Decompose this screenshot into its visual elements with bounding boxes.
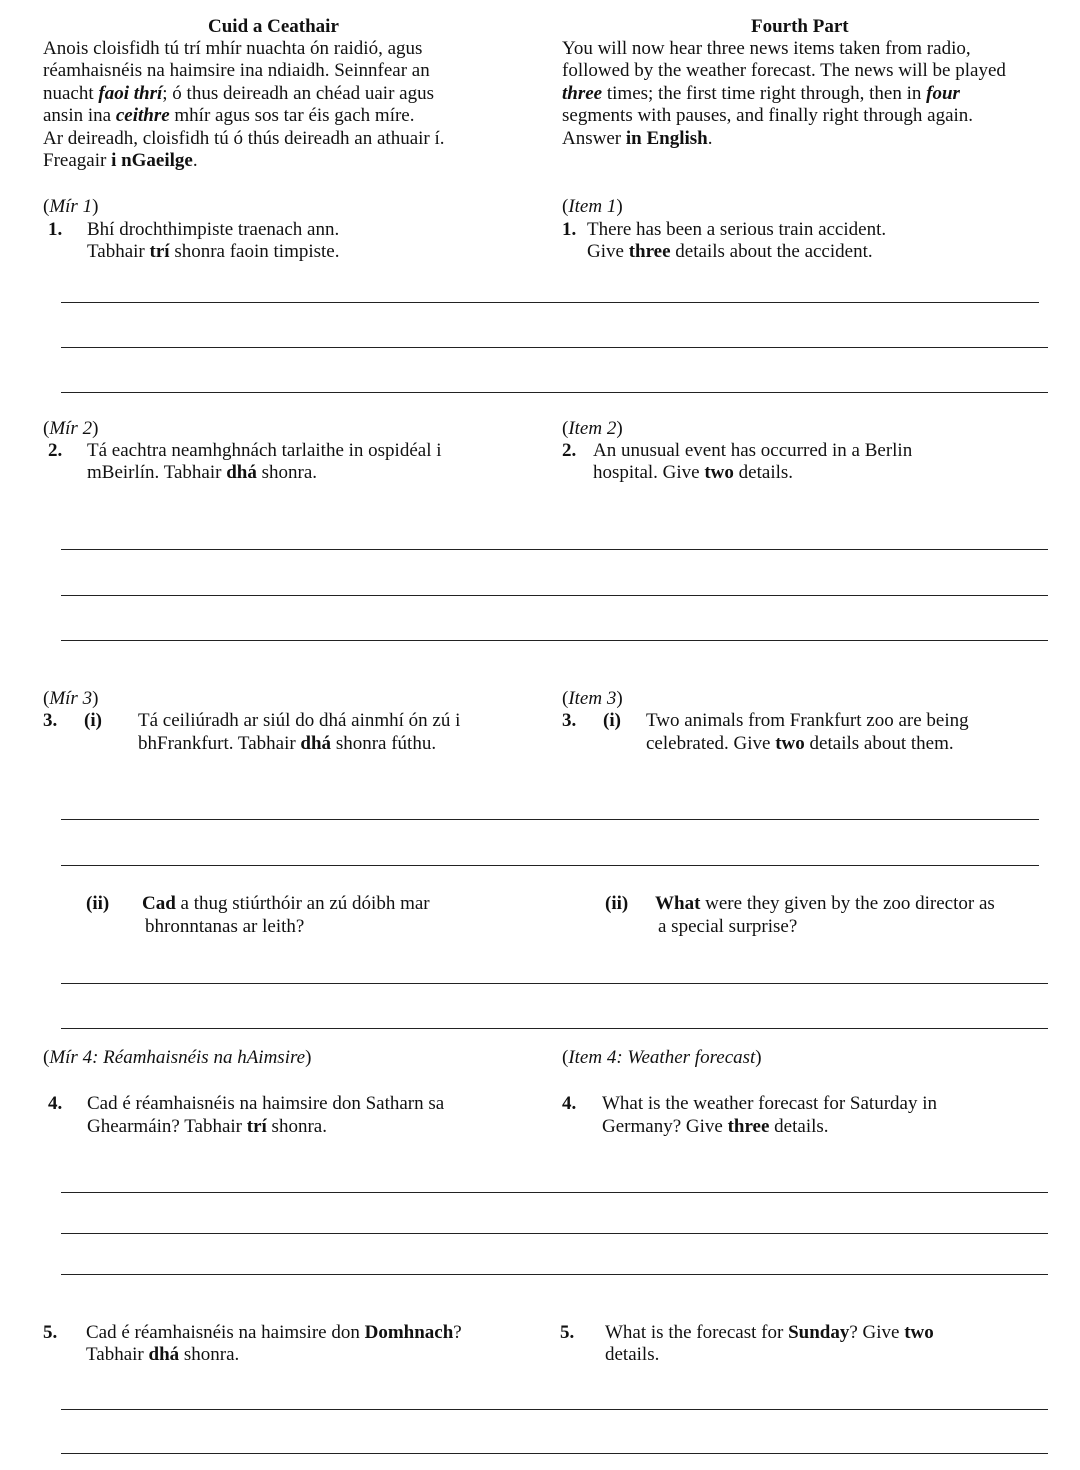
answer-line-q2[interactable]	[61, 549, 1048, 550]
right-intro-line: three times; the first time right through, then in four	[562, 83, 960, 104]
right-q5-text: details.	[605, 1344, 660, 1365]
right-q3-number: 3.	[562, 710, 577, 731]
left-q5-text: Tabhair dhá shonra.	[86, 1344, 240, 1365]
left-q3-number: 3.	[43, 710, 58, 731]
left-section-title: Cuid a Ceathair	[208, 16, 339, 37]
answer-line-q1[interactable]	[61, 347, 1048, 348]
right-item3-heading: (Item 3)	[562, 688, 623, 709]
right-q5-number: 5.	[560, 1322, 575, 1343]
left-q5-number: 5.	[43, 1322, 58, 1343]
left-item1-heading: (Mír 1)	[43, 196, 99, 217]
answer-line-q4[interactable]	[61, 1274, 1048, 1275]
right-section-title: Fourth Part	[751, 16, 849, 37]
answer-line-q5[interactable]	[61, 1409, 1048, 1410]
answer-line-q3i[interactable]	[61, 819, 1039, 820]
left-q1-number: 1.	[48, 219, 63, 240]
right-item2-heading: (Item 2)	[562, 418, 623, 439]
right-q3ii-text: a special surprise?	[658, 916, 798, 937]
left-intro-line: Freagair i nGaeilge.	[43, 150, 198, 171]
left-q3ii-text: bhronntanas ar leith?	[145, 916, 305, 937]
answer-line-q4[interactable]	[61, 1192, 1048, 1193]
right-q3i-text: Two animals from Frankfurt zoo are being	[646, 710, 969, 731]
right-q2-number: 2.	[562, 440, 577, 461]
left-item4-heading: (Mír 4: Réamhaisnéis na hAimsire)	[43, 1047, 312, 1068]
right-q4-text: Germany? Give three details.	[602, 1116, 829, 1137]
left-q3i-text: Tá ceiliúradh ar siúl do dhá ainmhí ón zú i	[138, 710, 461, 731]
left-intro-line: Anois cloisfidh tú trí mhír nuachta ón raidió, agus	[43, 38, 423, 59]
left-q2-text: mBeirlín. Tabhair dhá shonra.	[87, 462, 318, 483]
right-q3i-text: celebrated. Give two details about them.	[646, 733, 954, 754]
right-item1-heading: (Item 1)	[562, 196, 623, 217]
right-q2-text: hospital. Give two details.	[593, 462, 794, 483]
left-q4-text: Cad é réamhaisnéis na haimsire don Satharn sa	[87, 1093, 445, 1114]
right-intro-line: You will now hear three news items taken from radio,	[562, 38, 971, 59]
right-q4-text: What is the weather forecast for Saturday in	[602, 1093, 938, 1114]
right-q3ii-text: What were they given by the zoo director as	[655, 893, 995, 914]
left-item3-heading: (Mír 3)	[43, 688, 99, 709]
right-q3i-label: (i)	[603, 710, 621, 731]
left-q3ii-text: Cad a thug stiúrthóir an zú dóibh mar	[142, 893, 430, 914]
right-q3ii-label: (ii)	[605, 893, 629, 914]
right-q4-number: 4.	[562, 1093, 577, 1114]
right-q1-text: Give three details about the accident.	[587, 241, 873, 262]
right-q1-number: 1.	[562, 219, 577, 240]
answer-line-q5[interactable]	[61, 1453, 1048, 1454]
left-intro-line: Ar deireadh, cloisfidh tú ó thús deireadh an athuair í.	[43, 128, 445, 149]
right-item4-heading: (Item 4: Weather forecast)	[562, 1047, 762, 1068]
right-intro-line: segments with pauses, and finally right through again.	[562, 105, 974, 126]
right-intro-line: followed by the weather forecast. The news will be played	[562, 60, 1006, 81]
right-q1-text: There has been a serious train accident.	[587, 219, 887, 240]
answer-line-q3ii[interactable]	[61, 983, 1048, 984]
left-q5-text: Cad é réamhaisnéis na haimsire don Domhnach?	[86, 1322, 462, 1343]
left-item2-heading: (Mír 2)	[43, 418, 99, 439]
left-q4-text: Ghearmáin? Tabhair trí shonra.	[87, 1116, 327, 1137]
right-intro-line: Answer in English.	[562, 128, 713, 149]
left-q1-text: Tabhair trí shonra faoin timpiste.	[87, 241, 340, 262]
right-q5-text: What is the forecast for Sunday? Give two	[605, 1322, 934, 1343]
left-q3i-label: (i)	[84, 710, 102, 731]
left-q3ii-label: (ii)	[86, 893, 110, 914]
answer-line-q1[interactable]	[61, 302, 1039, 303]
answer-line-q2[interactable]	[61, 640, 1048, 641]
left-q2-text: Tá eachtra neamhghnách tarlaithe in ospidéal i	[87, 440, 442, 461]
answer-line-q3ii[interactable]	[61, 1028, 1048, 1029]
left-intro-line: nuacht faoi thrí; ó thus deireadh an chéad uair agus	[43, 83, 434, 104]
answer-line-q1[interactable]	[61, 392, 1048, 393]
left-q2-number: 2.	[48, 440, 63, 461]
left-intro-line: réamhaisnéis na haimsire ina ndiaidh. Seinnfear an	[43, 60, 430, 81]
answer-line-q2[interactable]	[61, 595, 1048, 596]
left-q3i-text: bhFrankfurt. Tabhair dhá shonra fúthu.	[138, 733, 437, 754]
answer-line-q4[interactable]	[61, 1233, 1048, 1234]
left-intro-line: ansin ina ceithre mhír agus sos tar éis gach míre.	[43, 105, 415, 126]
right-q2-text: An unusual event has occurred in a Berlin	[593, 440, 913, 461]
answer-line-q3i[interactable]	[61, 865, 1039, 866]
left-q4-number: 4.	[48, 1093, 63, 1114]
left-q1-text: Bhí drochthimpiste traenach ann.	[87, 219, 340, 240]
